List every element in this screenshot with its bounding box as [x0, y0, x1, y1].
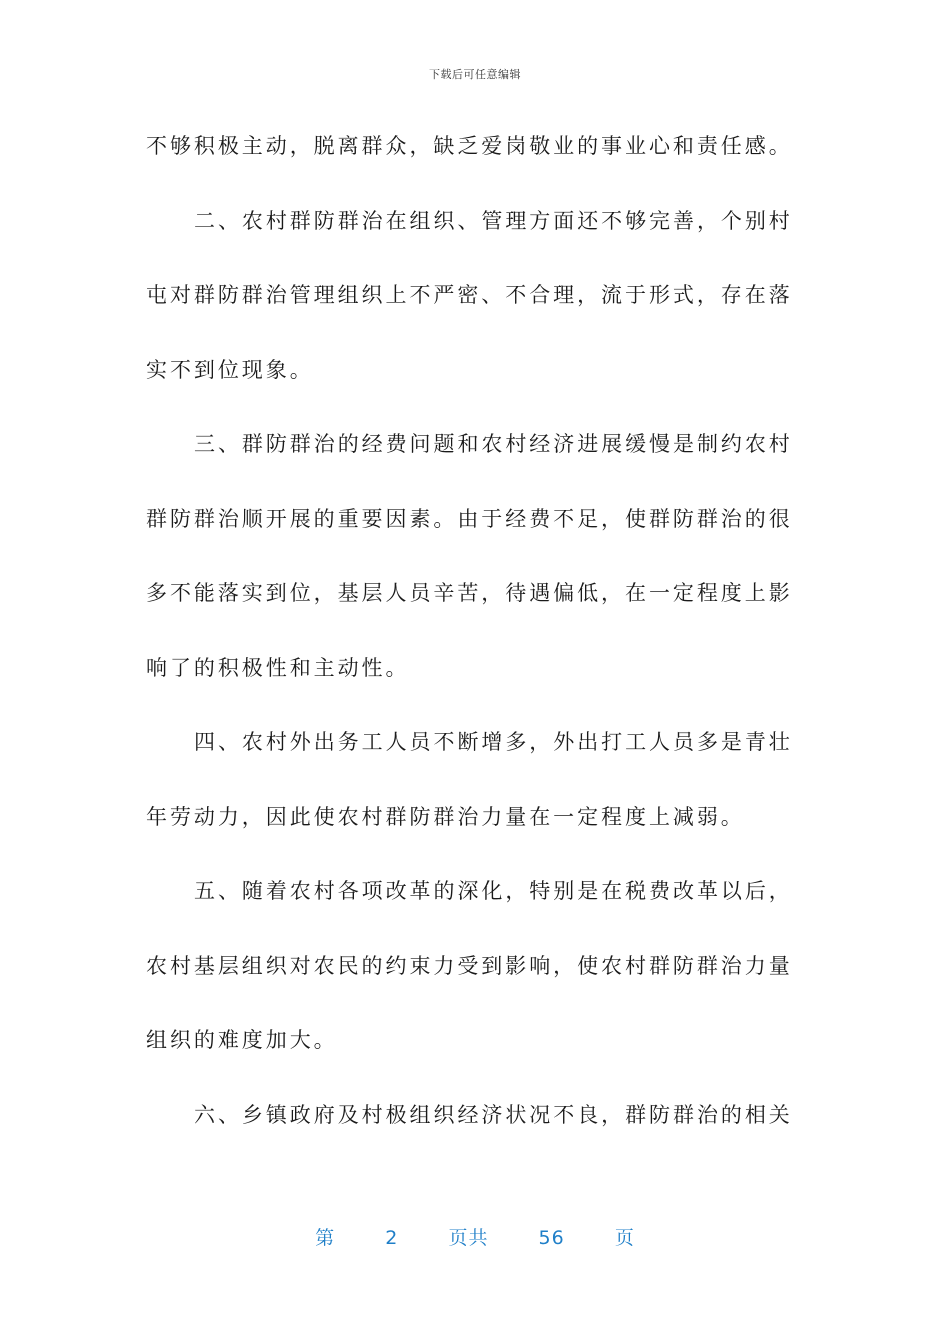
page-footer [0, 1223, 950, 1250]
text-line: 年劳动力，因此使农村群防群治力量在一定程度上减弱。 [146, 804, 745, 829]
page-label-prefix: 第 [315, 1227, 336, 1249]
text-line: 六、乡镇政府及村极组织经济状况不良，群防群治的相关 [194, 1102, 793, 1127]
text-line: 三、群防群治的经费问题和农村经济进展缓慢是制约农村 [194, 432, 793, 456]
text-line: 多不能落实到位，基层人员辛苦，待遇偏低，在一定程度上影 [146, 581, 793, 605]
text-line: 组织的难度加大。 [146, 1028, 338, 1052]
page-header-note: 下载后可任意编辑 [429, 68, 521, 81]
text-line: 实不到位现象。 [146, 357, 314, 382]
text-line: 二、农村群防群治在组织、管理方面还不够完善，个别村 [194, 208, 793, 233]
page-number: 2 [385, 1227, 399, 1249]
document-body [146, 118, 793, 1161]
page-total: 56 [538, 1227, 565, 1249]
text-line: 农村基层组织对农民的约束力受到影响，使农村群防群治力量 [146, 953, 793, 978]
text-line: 群防群治顺开展的重要因素。由于经费不足，使群防群治的很 [146, 506, 793, 531]
text-line: 不够积极主动，脱离群众，缺乏爱岗敬业的事业心和责任感。 [146, 134, 793, 158]
page-label-suffix: 页 [614, 1227, 635, 1249]
text-line: 响了的积极性和主动性。 [146, 655, 410, 680]
text-line: 屯对群防群治管理组织上不严密、不合理，流于形式，存在落 [146, 283, 793, 307]
page-label-middle: 页共 [448, 1227, 489, 1249]
text-line: 四、农村外出务工人员不断增多，外出打工人员多是青壮 [194, 730, 793, 754]
text-line: 五、随着农村各项改革的深化，特别是在税费改革以后， [194, 879, 793, 903]
